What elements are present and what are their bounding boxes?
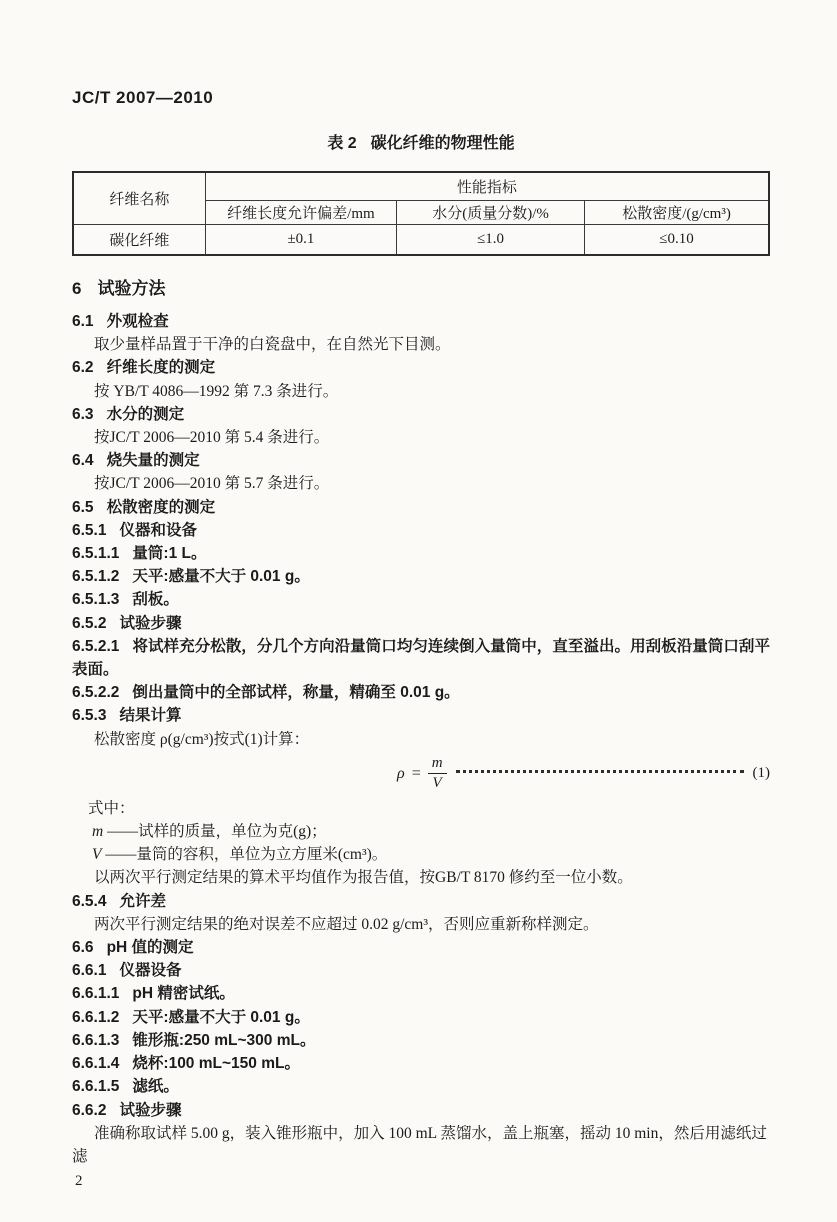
equation-number: (1): [752, 765, 770, 782]
clause-6-3-heading: 6.3 水分的测定: [72, 405, 185, 423]
table-caption-title: 碳化纤维的物理性能: [370, 135, 515, 152]
clause-6-2-text: 按 YB/T 4086—1992 第 7.3 条进行。: [94, 382, 339, 400]
table-cell-fiber-name: 碳化纤维: [73, 225, 205, 256]
definition-v: V ——量筒的容积，单位为立方厘米(cm³)。: [92, 846, 388, 864]
physical-properties-table: [72, 171, 770, 256]
clause-6-6-1-5: 6.6.1.5 滤纸。: [72, 1078, 179, 1096]
clause-6-2-heading: 6.2 纤维长度的测定: [72, 359, 216, 377]
clause-6-5-heading: 6.5 松散密度的测定: [72, 498, 216, 516]
clause-6-6-1-1: 6.6.1.1 pH 精密试纸。: [72, 985, 235, 1003]
clause-6-5-3-heading: 6.5.3 结果计算: [72, 707, 182, 725]
formula-expression: [397, 755, 447, 792]
table-row: [73, 225, 769, 256]
table-subheader-length: 纤维长度允许偏差/mm: [205, 201, 396, 225]
table-caption-label: 表 2: [327, 135, 357, 152]
table-subheader-moisture: 水分(质量分数)/%: [397, 201, 585, 225]
clause-6-5-2-heading: 6.5.2 试验步骤: [72, 614, 182, 632]
clause-6-5-2-2: 6.5.2.2 倒出量筒中的全部试样，称量，精确至 0.01 g。: [72, 684, 460, 702]
formula-equals: =: [411, 764, 421, 782]
table-cell-length-tolerance: ±0.1: [205, 225, 396, 256]
formula-fraction: [428, 755, 447, 792]
clause-6-5-4-heading: 6.5.4 允许差: [72, 892, 166, 910]
standard-number: JC/T 2007—2010: [72, 88, 214, 107]
clause-6-5-3-text: 松散密度 ρ(g/cm³)按式(1)计算：: [94, 730, 310, 748]
clause-6-6-heading: 6.6 pH 值的测定: [72, 939, 194, 957]
page-number: 2: [75, 1173, 83, 1190]
clause-6-5-1-2: 6.5.1.2 天平:感量不大于 0.01 g。: [72, 568, 310, 586]
clause-6-6-1-4: 6.6.1.4 烧杯:100 mL~150 mL。: [72, 1055, 300, 1073]
clause-6-5-1-3: 6.5.1.3 刮板。: [72, 591, 179, 609]
table-group-header: 性能指标: [205, 172, 769, 201]
formula-where-label: 式中：: [88, 799, 135, 817]
formula-1: [72, 751, 770, 797]
table-subheader-density: 松散密度/(g/cm³): [585, 201, 769, 225]
clause-6-6-2-text: 准确称取试样 5.00 g，装入锥形瓶中，加入 100 mL 蒸馏水，盖上瓶塞，摇动 10 min，然后用滤纸过滤: [72, 1124, 767, 1165]
clause-6-4-text: 按JC/T 2006—2010 第 5.7 条进行。: [94, 475, 330, 493]
clause-6-6-1-heading: 6.6.1 仪器设备: [72, 962, 182, 980]
clause-6-5-2-1: 6.5.2.1 将试样充分松散，分几个方向沿量筒口均匀连续倒入量筒中，直至溢出。用刮板沿量筒口刮平表面。: [72, 637, 770, 679]
section-6-heading: 6 试验方法: [72, 279, 166, 298]
clause-6-5-1-heading: 6.5.1 仪器和设备: [72, 521, 197, 539]
clause-6-6-1-2: 6.6.1.2 天平:感量不大于 0.01 g。: [72, 1008, 310, 1026]
clause-6-1-heading: 6.1 外观检查: [72, 313, 169, 330]
clause-6-5-4-text: 两次平行测定结果的绝对误差不应超过 0.02 g/cm³，否则应重新称样测定。: [94, 915, 599, 933]
clause-6-1-text: 取少量样品置于干净的白瓷盘中，在自然光下目测。: [94, 336, 451, 354]
clause-6-4-heading: 6.4 烧失量的测定: [72, 452, 200, 470]
table-corner-header: 纤维名称: [73, 172, 205, 225]
clause-6-3-text: 按JC/T 2006—2010 第 5.4 条进行。: [94, 429, 330, 447]
clause-6-5-1-1: 6.5.1.1 量筒:1 L。: [72, 545, 207, 563]
definition-m: m ——试样的质量，单位为克(g)；: [92, 823, 327, 841]
clause-6-5-3-note: 以两次平行测定结果的算术平均值作为报告值，按GB/T 8170 修约至一位小数。: [94, 869, 633, 887]
table-cell-moisture: ≤1.0: [397, 225, 585, 256]
formula-lhs: ρ: [397, 764, 405, 782]
formula-denominator: V: [432, 775, 442, 792]
clause-6-6-1-3: 6.6.1.3 锥形瓶:250 mL~300 mL。: [72, 1031, 316, 1049]
clause-6-6-2-heading: 6.6.2 试验步骤: [72, 1101, 182, 1119]
table-caption: [72, 134, 770, 154]
formula-numerator: m: [428, 755, 447, 774]
table-cell-density: ≤0.10: [585, 225, 769, 256]
dot-leader: [456, 770, 744, 773]
